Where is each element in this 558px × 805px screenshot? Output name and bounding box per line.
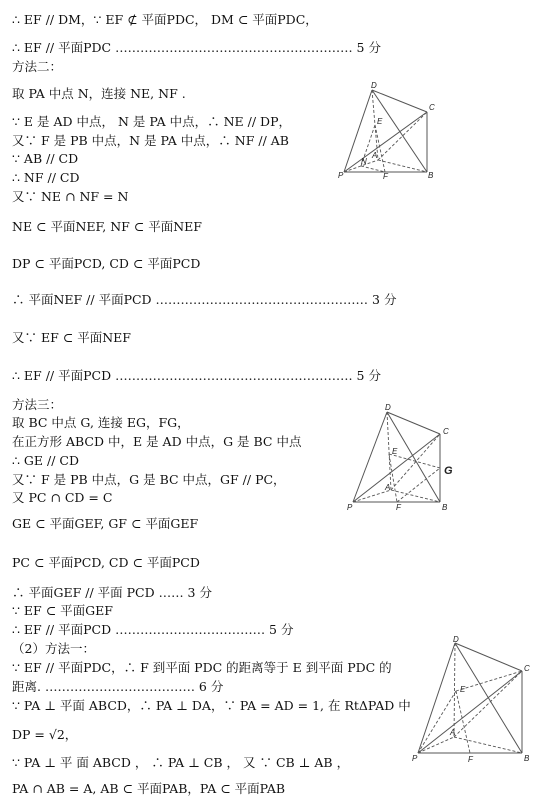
text-line: DP = √2， [12,727,78,742]
text-line: ∴ GE // CD [12,453,79,468]
text-line: ∴ 平面NEF // 平面PCD …………………………………………… 3 分 [12,292,397,307]
text-line: ∵ EF ⊂ 平面GEF [12,603,113,618]
text-line: NE ⊂ 平面NEF, NF ⊂ 平面NEF [12,219,202,234]
label: E [392,447,398,456]
label: D [371,81,377,90]
text-line: 又∵ F 是 PB 中点，G 是 BC 中点，GF // PC， [12,472,286,487]
text-line: PC ⊂ 平面PCD, CD ⊂ 平面PCD [12,555,200,570]
text-line: 又∵ F 是 PB 中点，N 是 PA 中点，∴ NF // AB [12,133,289,148]
label: F [468,755,473,764]
label: D [453,635,459,644]
text-line: ∴ EF // 平面PCD ………………………………………………… 5 分 [12,368,381,383]
label: C [429,103,435,112]
label: A [385,483,391,492]
text-line: 距离. ……………………………… 6 分 [12,679,224,694]
text-line: ∴ EF // 平面PCD ……………………………… 5 分 [12,622,294,637]
label: N [361,157,367,166]
pyramid-figure-2 [345,402,465,512]
label: E [460,685,466,694]
label: F [396,503,401,512]
text-line: DP ⊂ 平面PCD, CD ⊂ 平面PCD [12,256,201,271]
pyramid-figure-1 [338,80,448,180]
text-line: 在正方形 ABCD 中，E 是 AD 中点，G 是 BC 中点 [12,434,302,449]
label: B [524,754,530,763]
label: D [385,403,391,412]
text-line: 又 PC ∩ CD = C [12,490,113,505]
section-heading: 方法三： [12,397,63,412]
label: P [412,754,418,763]
label: A [450,728,456,737]
text-line: 又∵ NE ∩ NF = N [12,189,129,204]
label: P [347,503,353,512]
label: B [442,503,448,512]
label: G [444,465,453,477]
pyramid-figure-3 [410,635,540,765]
text-line: PA ∩ AB = A, AB ⊂ 平面PAB，PA ⊂ 平面PAB [12,781,286,796]
text-line: ∴ EF // 平面PDC ………………………………………………… 5 分 [12,40,381,55]
text-line: ∵ PA ⊥ 平面 ABCD，∴ PA ⊥ DA，∵ PA = AD = 1, 在 RtΔPAD 中 [12,698,411,713]
text-line: 取 BC 中点 G, 连接 EG，FG， [12,415,190,430]
text-line: ∵ E 是 AD 中点， N 是 PA 中点，∴ NE // DP， [12,114,291,129]
text-line: ∴ EF // DM，∵ EF ⊄ 平面PDC， DM ⊂ 平面PDC， [12,12,318,27]
text-line: ∴ 平面GEF // 平面 PCD …… 3 分 [12,585,212,600]
label: C [443,427,449,436]
section-heading: 方法二： [12,59,63,74]
label: E [377,117,383,126]
label: B [428,171,434,180]
section-heading: （2）方法一： [12,641,95,656]
text-line: 取 PA 中点 N，连接 NE, NF . [12,86,186,101]
text-line: GE ⊂ 平面GEF, GF ⊂ 平面GEF [12,516,199,531]
label: P [338,171,344,180]
label: C [524,664,530,673]
text-line: 又∵ EF ⊂ 平面NEF [12,330,131,345]
text-line: ∵ EF // 平面PDC，∴ F 到平面 PDC 的距离等于 E 到平面 PDC 的 [12,660,392,675]
text-line: ∴ NF // CD [12,170,80,185]
text-line: ∵ AB // CD [12,151,79,166]
text-line: ∵ PA ⊥ 平 面 ABCD ， ∴ PA ⊥ CB ， 又 ∵ CB ⊥ AB ， [12,755,350,770]
label: A [372,151,378,160]
label: F [383,172,388,180]
